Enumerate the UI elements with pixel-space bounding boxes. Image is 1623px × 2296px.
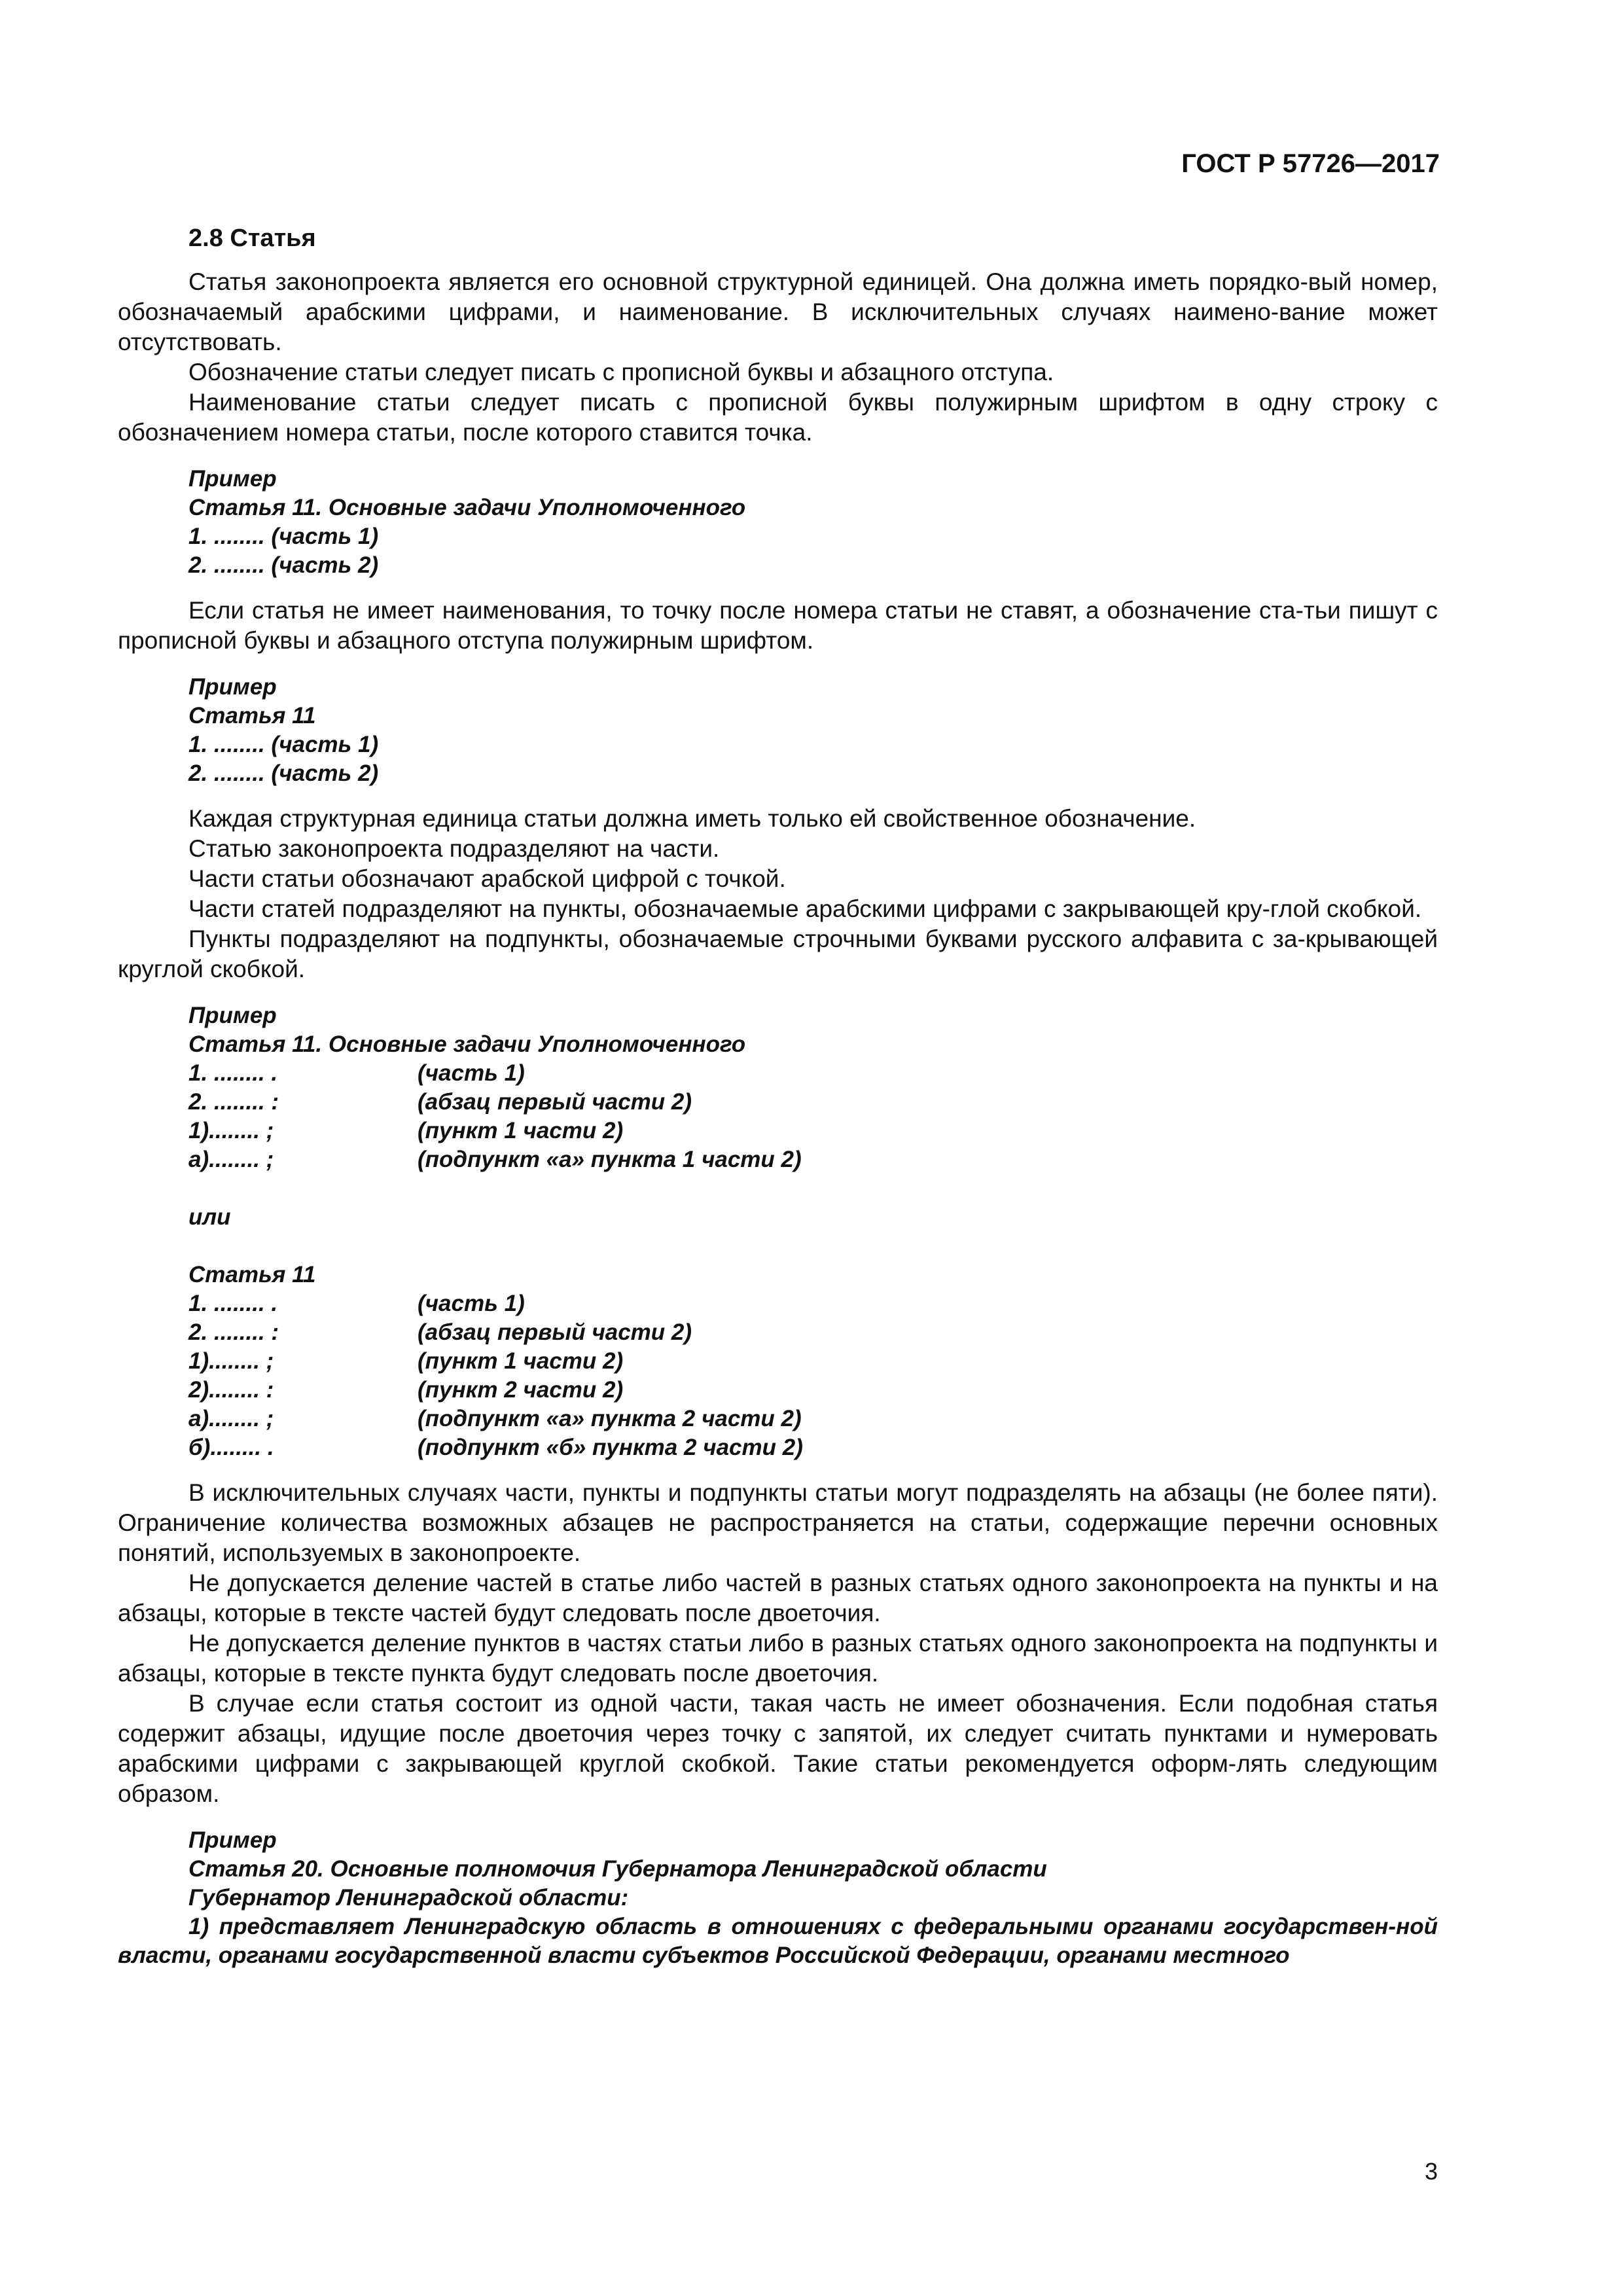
example-marker: 1)........ ;	[188, 1348, 274, 1374]
example-row	[188, 1059, 802, 1088]
paragraph: Части статьи обозначают арабской цифрой с точкой.	[188, 865, 786, 892]
paragraph: Обозначение статьи следует писать с прописной буквы и абзацного отступа.	[188, 359, 1054, 386]
example-heading: Статья 11	[188, 1262, 316, 1287]
example-block-3	[118, 1001, 1438, 1462]
example-line: 2. ........ (часть 2)	[188, 552, 379, 578]
example-note: (пункт 2 части 2)	[418, 1377, 624, 1403]
page-number: 3	[1424, 2158, 1438, 2185]
paragraph: В исключительных случаях части, пункты и подпункты статьи могут подразделять на абзацы (не более пяти). Ограничение количества возможных абзацев не распространяется на статьи, содержащие перечни основных понятий, используемых в законопроекте.	[118, 1479, 1438, 1566]
example-marker: 2. ........ :	[188, 1319, 279, 1345]
paragraph: Части статей подразделяют на пункты, обозначаемые арабскими цифрами с закрывающей кру-глой скобкой.	[188, 895, 1422, 922]
example-row	[188, 1088, 802, 1117]
example-note: (пункт 1 части 2)	[418, 1118, 624, 1143]
example-label: Пример	[188, 1003, 277, 1028]
example-marker: б)........ .	[188, 1435, 274, 1460]
example-table	[188, 1059, 802, 1174]
example-marker: 1)........ ;	[188, 1118, 274, 1143]
paragraph: Пункты подразделяют на подпункты, обозначаемые строчными буквами русского алфавита с за-крывающей круглой скобкой.	[118, 925, 1438, 982]
paragraph: Наименование статьи следует писать с прописной буквы полужирным шрифтом в одну строку с обозначением номера статьи, после которого ставится точка.	[118, 389, 1438, 446]
example-marker: 2. ........ :	[188, 1089, 279, 1115]
example-row	[188, 1145, 802, 1174]
example-row	[188, 1433, 803, 1462]
example-marker: а)........ ;	[188, 1406, 274, 1431]
example-line: 1. ........ (часть 1)	[188, 524, 379, 549]
example-marker: 2)........ :	[188, 1377, 274, 1403]
example-note: (подпункт «а» пункта 2 части 2)	[418, 1406, 802, 1431]
example-label: Пример	[188, 466, 277, 492]
example-marker: 1. ........ .	[188, 1291, 278, 1316]
paragraph: В случае если статья состоит из одной части, такая часть не имеет обозначения. Если подобная статья содержит абзацы, идущие после двоеточия через точку с запятой, их следует считать пунктами и нумеровать арабскими цифрами с закрывающей круглой скобкой. Такие статьи рекомендуется оформ-лять следующим образом.	[118, 1690, 1438, 1807]
document-header-code: ГОСТ Р 57726—2017	[1181, 149, 1440, 178]
example-row	[188, 1117, 802, 1145]
example-heading: Статья 11. Основные задачи Уполномоченного	[188, 1031, 746, 1057]
paragraph: Каждая структурная единица статьи должна иметь только ей свойственное обозначение.	[188, 805, 1196, 832]
example-label: Пример	[188, 1827, 277, 1853]
example-heading: Статья 20. Основные полномочия Губернатора Ленинградской области	[188, 1856, 1047, 1882]
paragraph: Не допускается деление пунктов в частях статьи либо в разных статьях одного законопроекта на подпункты и абзацы, которые в тексте пункта будут следовать после двоеточия.	[118, 1630, 1438, 1687]
paragraph: Если статья не имеет наименования, то точку после номера статьи не ставят, а обозначение ста-тьи пишут с прописной буквы и абзацного отступа полужирным шрифтом.	[118, 597, 1438, 654]
example-or: или	[188, 1204, 231, 1230]
paragraph: Статья законопроекта является его основной структурной единицей. Она должна иметь порядко-вый номер, обозначаемый арабскими цифрами, и наименование. В исключительных случаях наимено-вание может отсутствовать.	[118, 268, 1438, 355]
example-block-2	[118, 673, 1438, 788]
paragraph: Статью законопроекта подразделяют на части.	[188, 835, 720, 862]
example-line: 1. ........ (часть 1)	[188, 732, 379, 757]
example-line: Статья 11	[188, 703, 316, 728]
example-row	[188, 1318, 803, 1347]
example-row	[188, 1405, 803, 1433]
example-block-4	[118, 1826, 1438, 1970]
example-note: (часть 1)	[418, 1291, 525, 1316]
example-row	[188, 1376, 803, 1405]
example-line: 2. ........ (часть 2)	[188, 761, 379, 786]
example-note: (подпункт «б» пункта 2 части 2)	[418, 1435, 803, 1460]
example-label: Пример	[188, 674, 277, 700]
example-marker: а)........ ;	[188, 1147, 274, 1172]
example-marker: 1. ........ .	[188, 1060, 278, 1086]
example-line: Статья 11. Основные задачи Уполномоченного	[188, 495, 746, 520]
example-note: (абзац первый части 2)	[418, 1319, 692, 1345]
paragraph: Не допускается деление частей в статье либо частей в разных статьях одного законопроекта на пункты и на абзацы, которые в тексте частей будут следовать после двоеточия.	[118, 1570, 1438, 1626]
section-title: 2.8 Статья	[188, 224, 316, 252]
example-note: (пункт 1 части 2)	[418, 1348, 624, 1374]
example-line: 1) представляет Ленинградскую область в отношениях с федеральными органами государствен-ной власти, органами государственной власти субъектов Российской Федерации, органами местного	[118, 1914, 1438, 1968]
example-note: (подпункт «а» пункта 1 части 2)	[418, 1147, 802, 1172]
example-row	[188, 1347, 803, 1376]
example-row	[188, 1289, 803, 1318]
example-line: Губернатор Ленинградской области:	[188, 1885, 629, 1910]
example-note: (часть 1)	[418, 1060, 525, 1086]
page-content	[118, 223, 1438, 1970]
example-block-1	[118, 465, 1438, 580]
example-table	[188, 1289, 803, 1462]
example-note: (абзац первый части 2)	[418, 1089, 692, 1115]
